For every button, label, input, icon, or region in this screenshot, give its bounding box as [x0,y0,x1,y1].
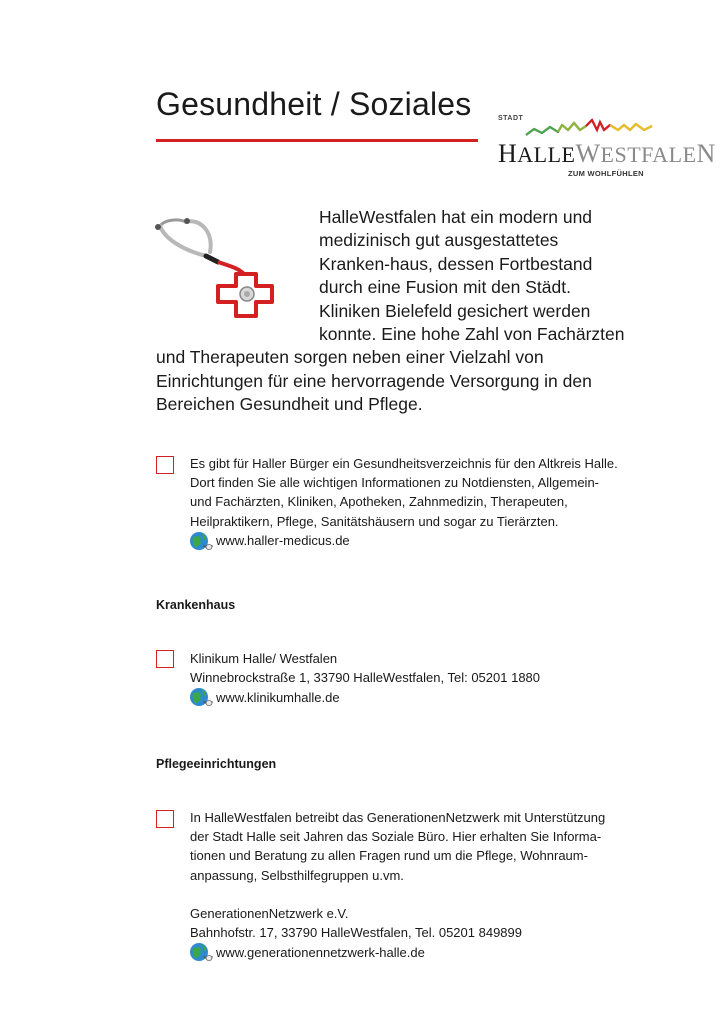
link-row [190,687,680,707]
link-row [190,942,680,962]
link-klinikumhalle[interactable]: www.klinikumhalle.de [216,689,340,705]
text-line: Es gibt für Haller Bürger ein Gesundheitsverzeichnis für den Altkreis Halle. [190,456,618,471]
intro-paragraph [156,206,626,417]
link-haller-medicus[interactable]: www.haller-medicus.de [216,533,350,549]
text-line: Bahnhofstr. 17, 33790 HalleWestfalen, Tel. 05201 849899 [190,925,522,941]
city-logo [496,108,716,180]
text-line: und Fachärzten, Kliniken, Apotheken, Zahnmedizin, Therapeuten, [190,494,568,510]
globe-icon [188,941,214,963]
text-line: der Stadt Halle seit Jahren das Soziale Büro. Hier erhalten Sie Informa- [190,829,602,845]
checkbox[interactable] [156,650,174,668]
heading-krankenhaus: Krankenhaus [156,598,236,612]
text-line: In HalleWestfalen betreibt das GenerationenNetzwerk mit Unterstützung [190,810,606,825]
page-title: Gesundheit / Soziales [156,86,472,122]
svg-text:STADT: STADT [498,115,524,122]
text-line: anpassung, Selbsthilfegruppen u.vm. [190,867,404,883]
svg-text:ZUM WOHLFÜHLEN: ZUM WOHLFÜHLEN [568,169,644,178]
heading-pflegeeinrichtungen: Pflegeeinrichtungen [156,757,277,771]
text-line: Klinikum Halle/ Westfalen [190,651,338,666]
pflege-block [190,808,680,962]
globe-icon [188,686,214,708]
verzeichnis-block [190,454,680,551]
link-generationennetzwerk[interactable]: www.generationennetzwerk-halle.de [216,944,425,960]
checkbox[interactable] [156,456,174,474]
text-line: GenerationenNetzwerk e.V. [190,905,349,921]
text-line: Dort finden Sie alle wichtigen Informationen zu Notdiensten, Allgemein- [190,475,600,491]
text-line: tionen und Beratung zu allen Fragen rund um die Pflege, Wohnraum- [190,848,588,864]
svg-text:HALLEWESTFALEN: HALLEWESTFALEN [498,139,716,168]
link-row [190,531,680,551]
globe-icon [188,530,214,552]
intro-text: HalleWestfalen hat ein modern und medizinisch gut ausgestattetes Kranken-haus, dessen Fortbestand durch eine Fusion mit den Städt. Kliniken Bielefeld gesichert werden konnte. Eine hohe Zahl von Fachärzten und Therapeuten sorgen neben einer Vielzahl von Einrichtungen für eine hervorragende Versorgung in den Bereichen Gesundheit und Pflege. [156,207,625,415]
title-underline [156,139,478,142]
krankenhaus-block [190,649,680,707]
text-line: Heilpraktikern, Pflege, Sanitätshäusern und sogar zu Tierärzten. [190,513,559,529]
checkbox[interactable] [156,810,174,828]
text-line: Winnebrockstraße 1, 33790 HalleWestfalen, Tel: 05201 1880 [190,670,541,686]
